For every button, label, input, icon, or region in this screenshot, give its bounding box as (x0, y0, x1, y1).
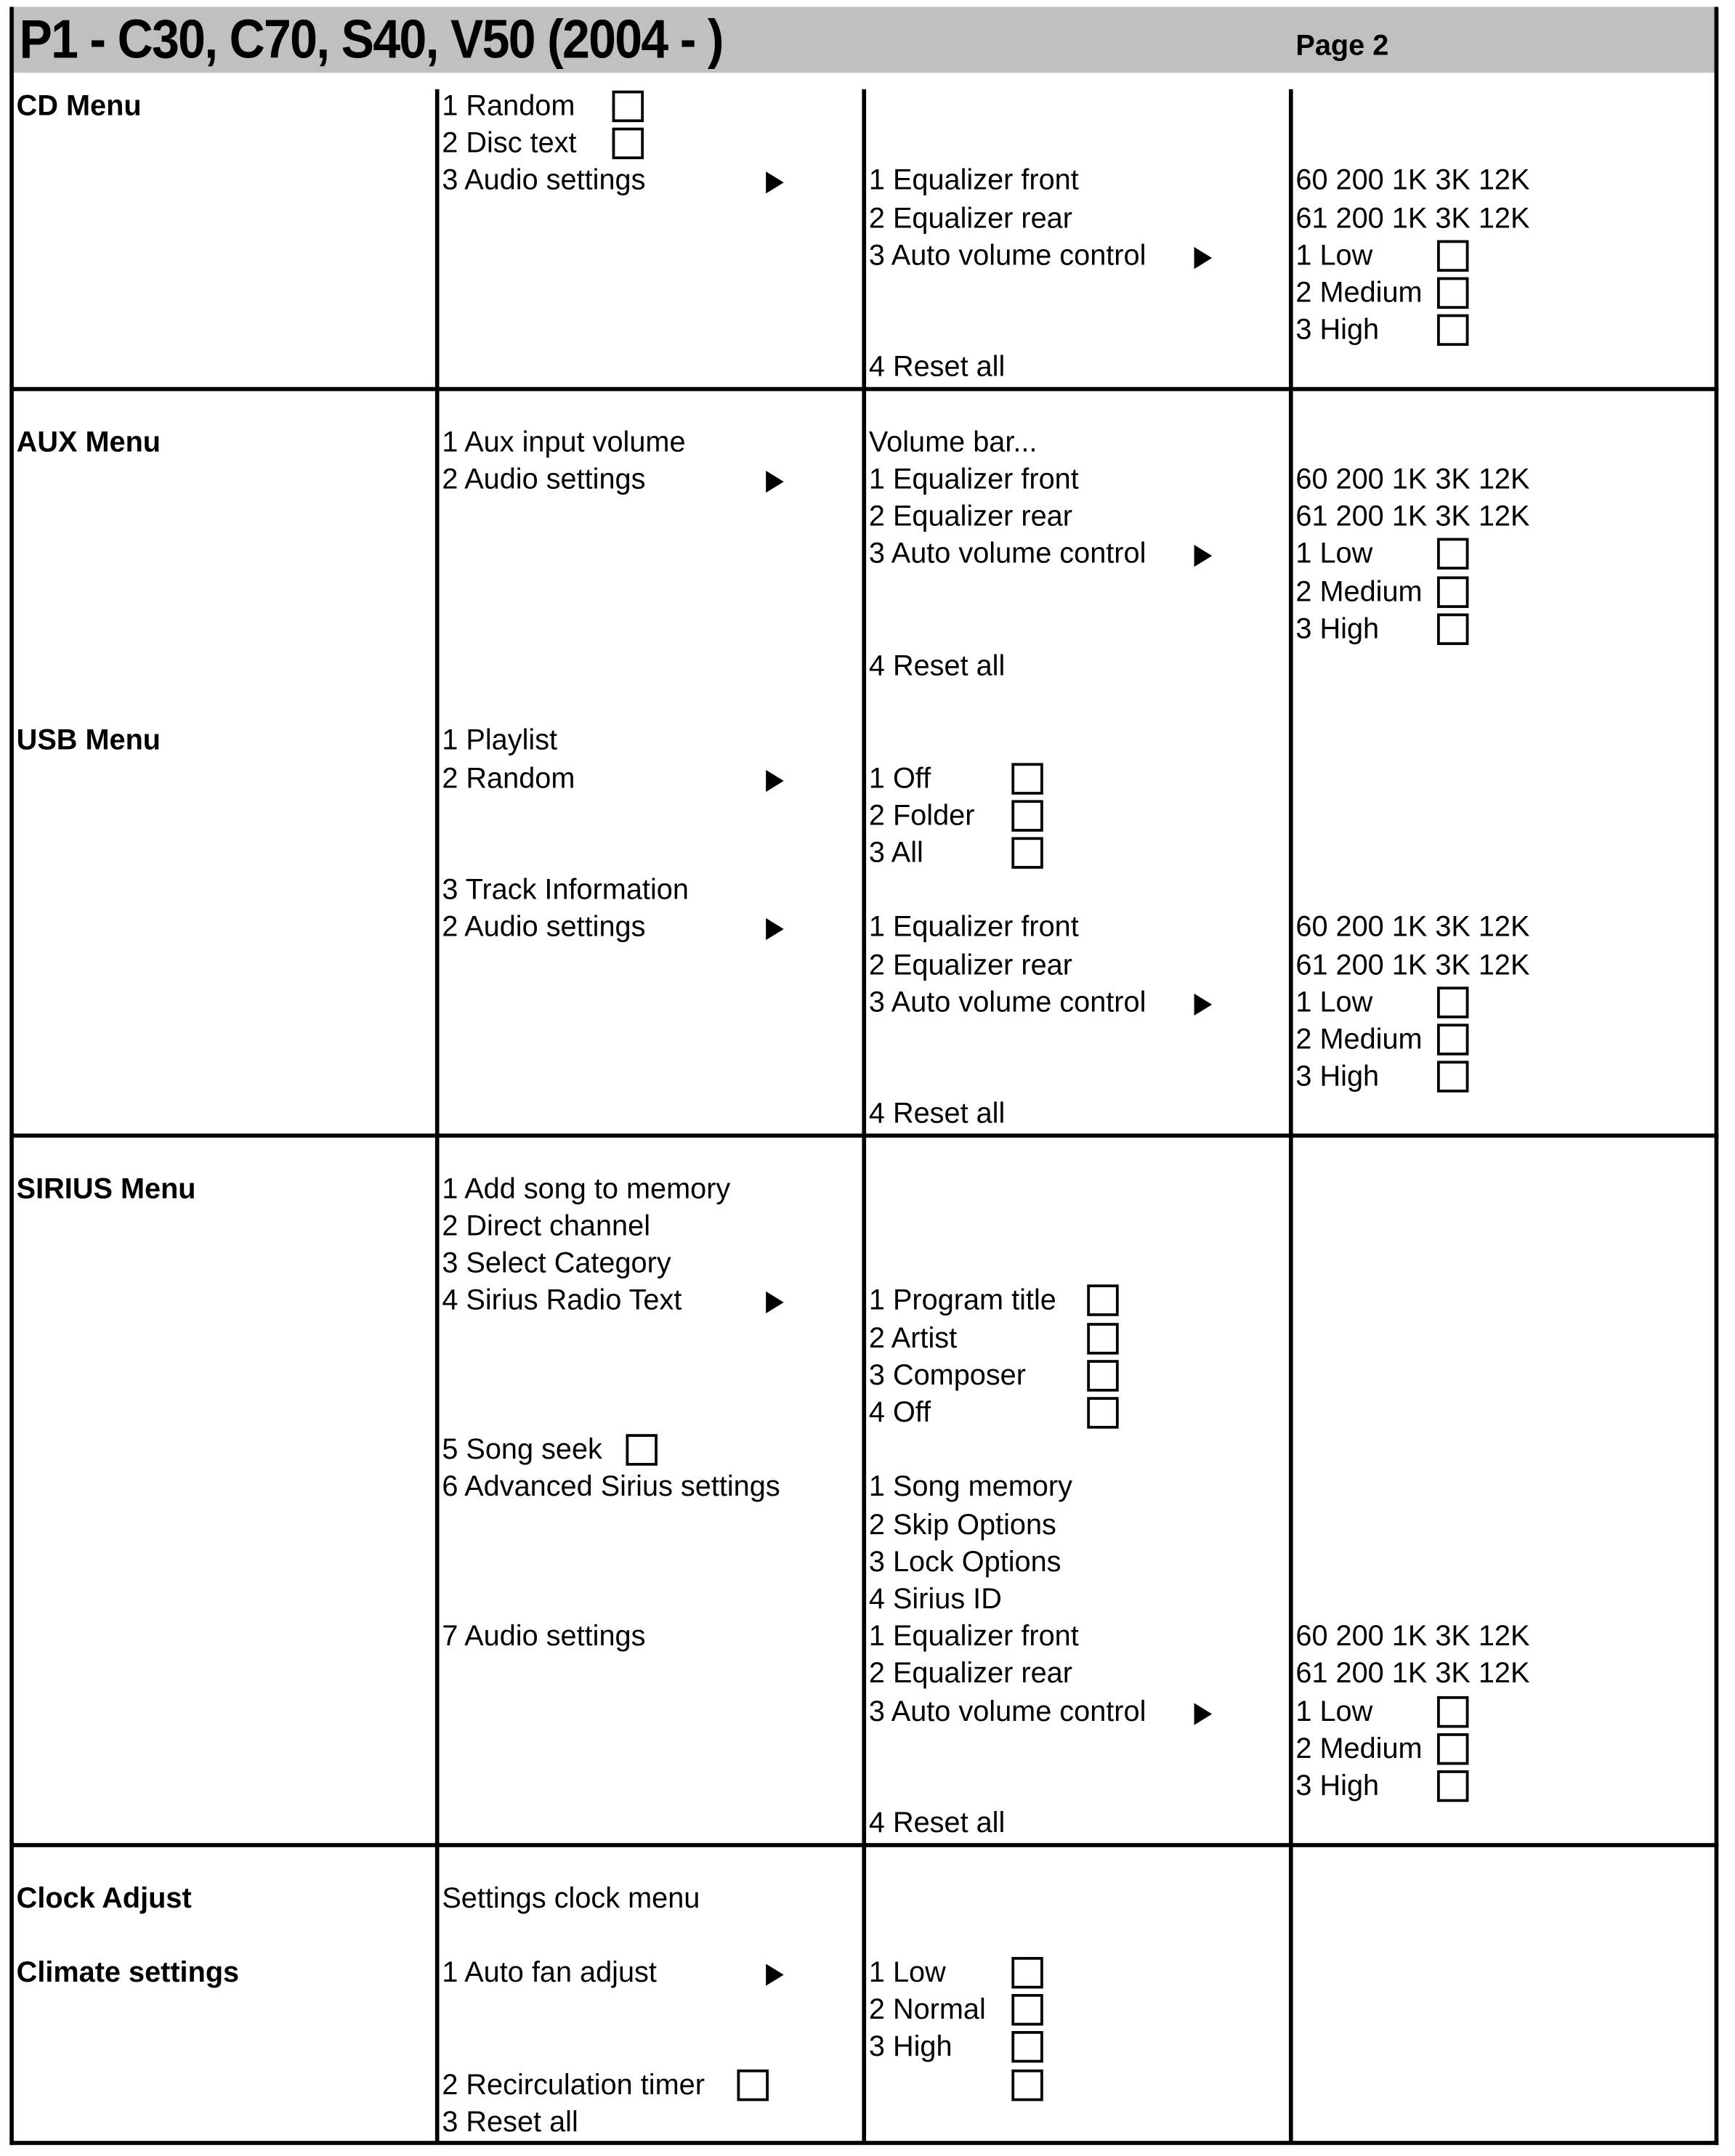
menu-item: 1 Program title (868, 1285, 1056, 1317)
border-right (1715, 7, 1718, 2144)
menu-item: 1 Equalizer front (868, 1621, 1079, 1653)
menu-item: 1 Equalizer front (868, 912, 1079, 944)
menu-item: 3 Auto volume control (868, 1695, 1146, 1727)
submenu-arrow-icon (766, 919, 784, 941)
menu-item: 3 Select Category (442, 1247, 671, 1280)
checkbox[interactable] (1437, 1024, 1468, 1055)
checkbox[interactable] (1011, 837, 1043, 868)
checkbox[interactable] (1011, 2069, 1043, 2100)
section-label: Clock Adjust (16, 1882, 192, 1914)
column-divider (435, 89, 439, 2144)
menu-item: 3 Track Information (442, 874, 689, 907)
menu-item: 4 Reset all (868, 650, 1006, 682)
checkbox[interactable] (1087, 1322, 1118, 1353)
menu-item: 3 High (1295, 314, 1380, 346)
menu-item: 4 Reset all (868, 352, 1006, 384)
checkbox[interactable] (1437, 240, 1468, 271)
menu-item: Settings clock menu (442, 1882, 700, 1914)
checkbox[interactable] (1087, 1397, 1118, 1428)
section-label: Climate settings (16, 1956, 240, 1989)
column-divider (862, 89, 865, 2144)
menu-item: 3 High (1295, 1770, 1380, 1802)
checkbox[interactable] (1437, 1733, 1468, 1764)
menu-item: 2 Normal (868, 1994, 986, 2026)
menu-item: 2 Equalizer rear (868, 202, 1072, 235)
menu-item: 3 High (1295, 1061, 1380, 1093)
menu-item: 2 Equalizer rear (868, 500, 1072, 533)
menu-item: 1 Song memory (868, 1471, 1072, 1504)
menu-item: 2 Disc text (442, 128, 577, 160)
menu-item: 61 200 1K 3K 12K (1295, 949, 1530, 981)
menu-item: 4 Sirius ID (868, 1584, 1002, 1616)
menu-item: 1 Equalizer front (868, 463, 1079, 496)
row-divider (11, 1843, 1718, 1847)
menu-item: 3 Audio settings (442, 165, 646, 197)
submenu-arrow-icon (766, 172, 784, 194)
menu-item: 61 200 1K 3K 12K (1295, 202, 1530, 235)
column-divider (1289, 89, 1293, 2144)
menu-item: 3 Composer (868, 1359, 1026, 1392)
menu-item: 1 Auto fan adjust (442, 1956, 657, 1989)
checkbox[interactable] (1437, 538, 1468, 570)
menu-item: 3 Auto volume control (868, 240, 1146, 272)
menu-item: 2 Skip Options (868, 1509, 1056, 1541)
section-label: CD Menu (16, 90, 142, 123)
menu-item: 2 Medium (1295, 277, 1423, 309)
submenu-arrow-icon (766, 1292, 784, 1313)
submenu-arrow-icon (1194, 546, 1213, 567)
menu-item: 61 200 1K 3K 12K (1295, 1658, 1530, 1690)
checkbox[interactable] (612, 91, 644, 122)
menu-item: 5 Song seek (442, 1434, 602, 1467)
submenu-arrow-icon (1194, 247, 1213, 269)
menu-item: 2 Medium (1295, 1024, 1423, 1055)
checkbox[interactable] (1437, 1061, 1468, 1093)
menu-item: 3 High (1295, 613, 1380, 645)
checkbox[interactable] (626, 1435, 657, 1466)
checkbox[interactable] (1011, 800, 1043, 831)
menu-item: 1 Playlist (442, 725, 558, 757)
submenu-arrow-icon (766, 769, 784, 791)
submenu-arrow-icon (766, 1963, 784, 1985)
menu-item: 6 Advanced Sirius settings (442, 1471, 780, 1504)
menu-item: 1 Low (1295, 1695, 1373, 1727)
page-title: P1 - C30, C70, S40, V50 (2004 - ) (19, 9, 723, 70)
menu-item: 61 200 1K 3K 12K (1295, 500, 1530, 533)
menu-item: 2 Artist (868, 1322, 958, 1354)
menu-item: 1 Add song to memory (442, 1172, 731, 1205)
menu-item: 4 Sirius Radio Text (442, 1285, 682, 1317)
row-divider (11, 1133, 1718, 1137)
checkbox[interactable] (1437, 1695, 1468, 1727)
menu-item: Volume bar... (868, 426, 1038, 458)
menu-item: 1 Low (1295, 986, 1373, 1018)
checkbox[interactable] (1437, 277, 1468, 309)
checkbox[interactable] (737, 2069, 769, 2100)
menu-item: 2 Equalizer rear (868, 1658, 1072, 1690)
menu-item: 1 Low (868, 1956, 946, 1989)
menu-item: 1 Equalizer front (868, 165, 1079, 197)
menu-item: 3 High (868, 2031, 953, 2064)
menu-item: 3 Auto volume control (868, 986, 1146, 1018)
submenu-arrow-icon (1194, 993, 1213, 1015)
checkbox[interactable] (1011, 763, 1043, 794)
menu-item: 7 Audio settings (442, 1621, 646, 1653)
menu-item: 2 Equalizer rear (868, 949, 1072, 981)
submenu-arrow-icon (1194, 1703, 1213, 1725)
checkbox[interactable] (612, 128, 644, 159)
menu-item: 1 Low (1295, 538, 1373, 570)
border-left (9, 7, 13, 2144)
checkbox[interactable] (1437, 1770, 1468, 1802)
checkbox[interactable] (1087, 1285, 1118, 1316)
checkbox[interactable] (1011, 2032, 1043, 2063)
menu-item: 2 Audio settings (442, 912, 646, 944)
menu-item: 60 200 1K 3K 12K (1295, 1621, 1530, 1653)
row-divider (11, 2141, 1718, 2144)
checkbox[interactable] (1011, 1957, 1043, 1988)
menu-item: 1 Aux input volume (442, 426, 686, 458)
menu-item: 1 Low (1295, 240, 1373, 272)
page-number: Page 2 (1295, 30, 1389, 62)
menu-item: 3 Auto volume control (868, 538, 1146, 570)
menu-item: 2 Folder (868, 800, 975, 832)
menu-item: 1 Random (442, 90, 575, 123)
header-bar (11, 7, 1715, 73)
menu-item: 60 200 1K 3K 12K (1295, 912, 1530, 944)
section-label: AUX Menu (16, 426, 161, 458)
menu-item: 4 Off (868, 1397, 931, 1429)
menu-item: 3 Reset all (442, 2106, 578, 2138)
checkbox[interactable] (1437, 315, 1468, 346)
menu-item: 4 Reset all (868, 1807, 1006, 1839)
row-divider (11, 387, 1718, 391)
menu-item: 60 200 1K 3K 12K (1295, 165, 1530, 197)
submenu-arrow-icon (766, 471, 784, 493)
menu-item: 2 Random (442, 762, 575, 795)
menu-item: 4 Reset all (868, 1098, 1006, 1130)
menu-item: 3 All (868, 837, 923, 869)
menu-item: 2 Recirculation timer (442, 2069, 705, 2101)
menu-item: 2 Audio settings (442, 463, 646, 496)
menu-item: 2 Medium (1295, 575, 1423, 608)
checkbox[interactable] (1437, 613, 1468, 644)
menu-item: 2 Medium (1295, 1732, 1423, 1765)
checkbox[interactable] (1011, 1994, 1043, 2025)
menu-item: 1 Off (868, 762, 931, 795)
checkbox[interactable] (1437, 576, 1468, 607)
checkbox[interactable] (1437, 986, 1468, 1018)
checkbox[interactable] (1087, 1360, 1118, 1391)
menu-item: 2 Direct channel (442, 1210, 651, 1242)
menu-item: 3 Lock Options (868, 1546, 1061, 1578)
section-label: SIRIUS Menu (16, 1172, 196, 1205)
section-label: USB Menu (16, 725, 161, 757)
menu-item: 60 200 1K 3K 12K (1295, 463, 1530, 496)
